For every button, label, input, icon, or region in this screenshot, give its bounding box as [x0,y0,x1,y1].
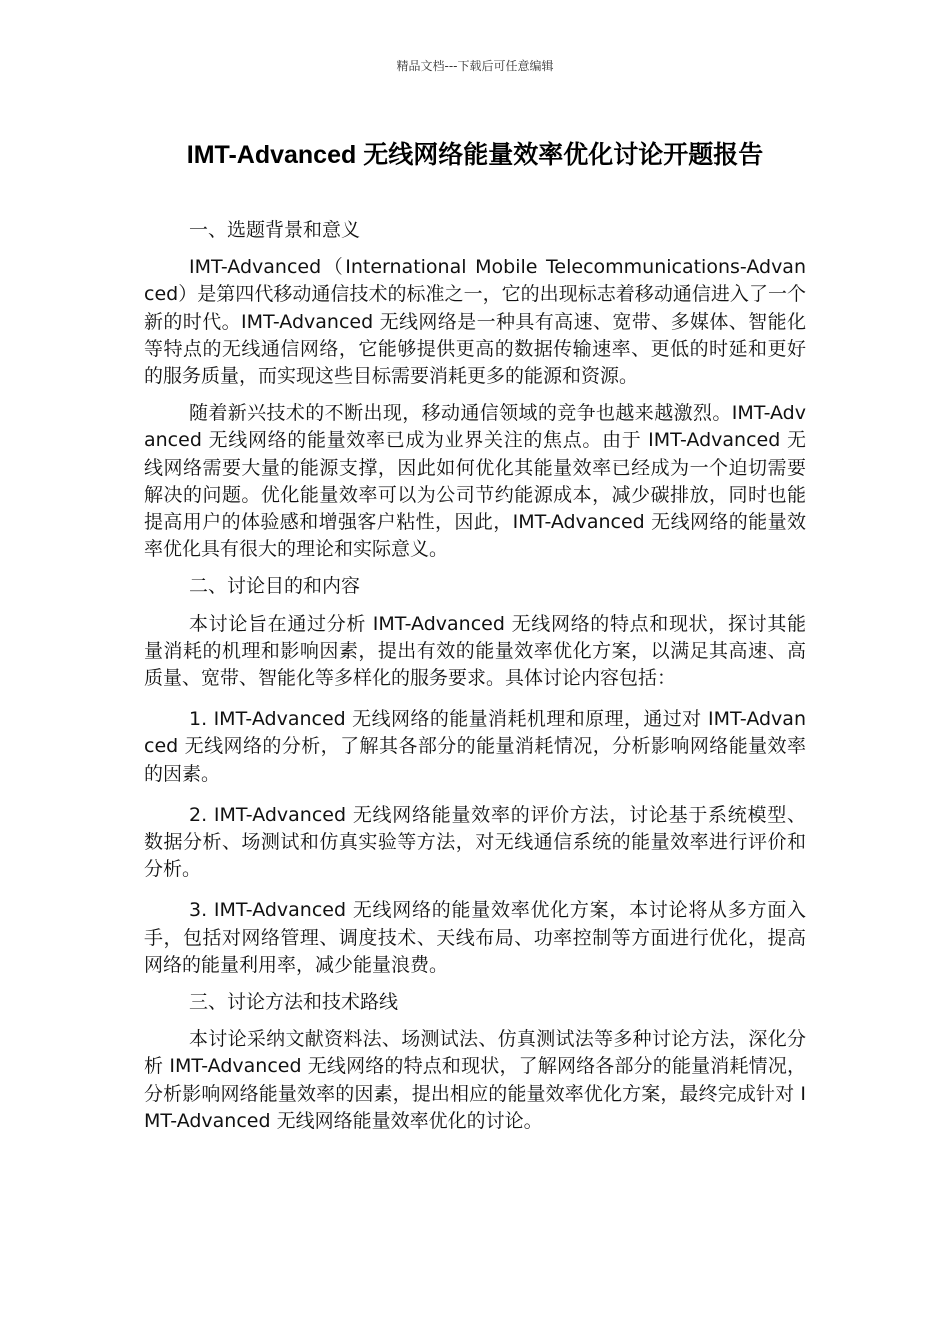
list-item-1: 1. IMT-Advanced 无线网络的能量消耗机理和原理，通过对 IMT-Advanced 无线网络的分析，了解其各部分的能量消耗情况，分析影响网络能量效率的因素。 [144,708,806,785]
document-body [144,217,806,1135]
paragraph-background-2: 随着新兴技术的不断出现，移动通信领域的竞争也越来越激烈。IMT-Advanced 无线网络的能量效率已成为业界关注的焦点。由于 IMT-Advanced 无线网络需要大量的能源支撑，因此如何优化其能量效率已经成为一个迫切需要解决的问题。优化能量效率可以为公司节约能源成本，减少碳排放，同时也能提高用户的体验感和增强客户粘性，因此，IMT-Advanced 无线网络的能量效率优化具有很大的理论和实际意义。 [144,402,806,561]
paragraph-methods: 本讨论采纳文献资料法、场测试法、仿真测试法等多种讨论方法，深化分析 IMT-Advanced 无线网络的特点和现状，了解网络各部分的能量消耗情况，分析影响网络能量效率的因素，提出相应的能量效率优化方案，最终完成针对 IMT-Advanced 无线网络能量效率优化的讨论。 [144,1028,806,1132]
section-heading-purpose: 二、讨论目的和内容 [189,575,361,598]
header-note: 精品文档---下载后可任意编辑 [396,59,554,73]
paragraph-background-1: IMT-Advanced（International Mobile Telecommunications-Advanced）是第四代移动通信技术的标准之一，它的出现标志着移动通信进入了一个新的时代。IMT-Advanced 无线网络是一种具有高速、宽带、多媒体、智能化等特点的无线通信网络，它能够提供更高的数据传输速率、更低的时延和更好的服务质量，而实现这些目标需要消耗更多的能源和资源。 [144,256,806,388]
document-title: IMT-Advanced 无线网络能量效率优化讨论开题报告 [186,141,764,169]
section-heading-methods: 三、讨论方法和技术路线 [189,991,399,1014]
list-item-3: 3. IMT-Advanced 无线网络的能量效率优化方案，本讨论将从多方面入手，包括对网络管理、调度技术、天线布局、功率控制等方面进行优化，提高网络的能量利用率，减少能量浪费。 [144,899,806,976]
section-heading-background: 一、选题背景和意义 [189,219,361,241]
paragraph-purpose-intro: 本讨论旨在通过分析 IMT-Advanced 无线网络的特点和现状，探讨其能量消耗的机理和影响因素，提出有效的能量效率优化方案，以满足其高速、高质量、宽带、智能化等多样化的服务要求。具体讨论内容包括： [144,612,806,690]
list-item-2: 2. IMT-Advanced 无线网络能量效率的评价方法，讨论基于系统模型、数据分析、场测试和仿真实验等方法，对无线通信系统的能量效率进行评价和分析。 [144,803,806,881]
